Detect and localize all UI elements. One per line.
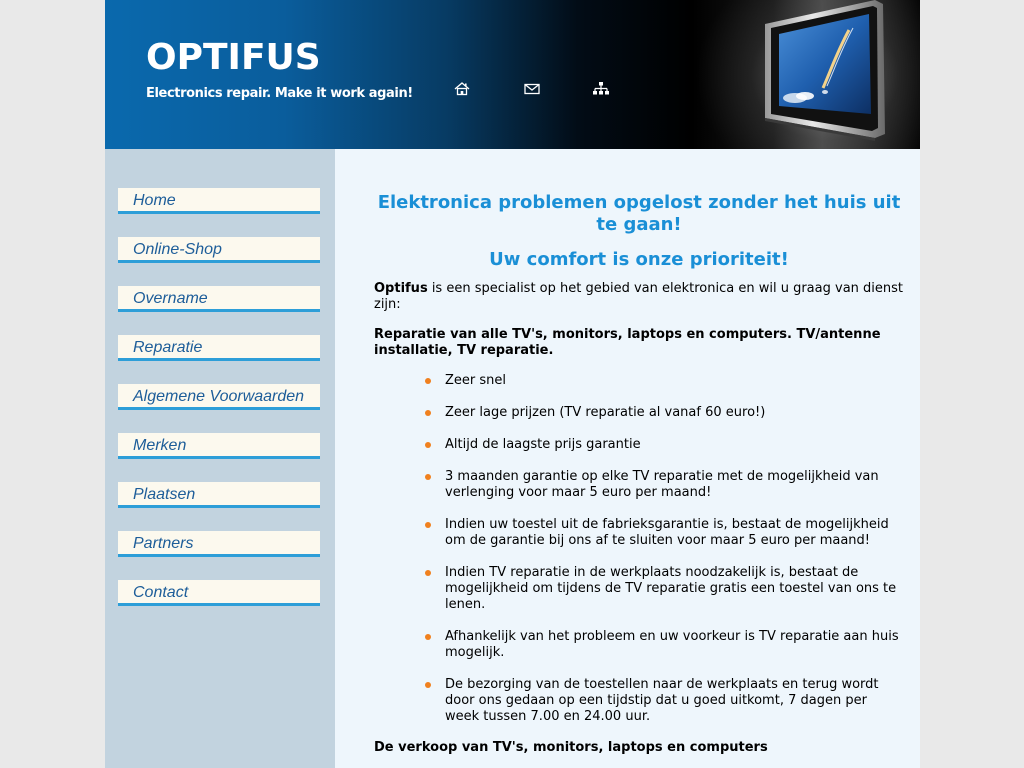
list-item-text: Indien uw toestel uit de fabrieksgarantie is, bestaat de mogelijkheid om de garantie bij ons af te sluiten voor maar 5 euro per maand! (445, 517, 889, 548)
bullet-icon (425, 522, 431, 528)
nav-item-merken[interactable] (118, 433, 320, 459)
list-item-text: Afhankelijk van het probleem en uw voorkeur is TV reparatie aan huis mogelijk. (445, 629, 899, 660)
nav-item-reparatie[interactable] (118, 335, 320, 361)
bullet-icon (425, 682, 431, 688)
list-item (445, 405, 904, 421)
list-item-text: 3 maanden garantie op elke TV reparatie met de mogelijkheid van verlenging voor maar 5 euro per maand! (445, 469, 879, 500)
page-subheadline: Uw comfort is onze prioriteit! (489, 249, 789, 270)
list-item (445, 373, 904, 389)
tv-illustration (753, 0, 893, 149)
bullet-icon (425, 634, 431, 640)
bullet-icon (425, 442, 431, 448)
bullet-icon (425, 474, 431, 480)
nav-item-overname[interactable] (118, 286, 320, 312)
main-nav (118, 188, 320, 629)
home-icon[interactable] (453, 80, 471, 98)
site-tagline: Electronics repair. Make it work again! (146, 86, 413, 101)
article (374, 192, 904, 756)
intro-text: is een specialist op het gebied van elektronica en wil u graag van dienst zijn: (374, 281, 903, 312)
nav-item-online-shop[interactable] (118, 237, 320, 263)
list-item-text: Zeer lage prijzen (TV reparatie al vanaf 60 euro!) (445, 405, 766, 420)
nav-item-home[interactable] (118, 188, 320, 214)
nav-item-label: Online-Shop (133, 241, 222, 258)
site-logo[interactable]: OPTIFUS (146, 37, 321, 78)
nav-item-plaatsen[interactable] (118, 482, 320, 508)
mail-icon[interactable] (523, 80, 541, 98)
benefits-list (374, 373, 904, 725)
nav-item-label: Contact (133, 584, 189, 601)
sidebar (105, 149, 335, 768)
list-item (445, 677, 904, 725)
header-banner (105, 0, 920, 149)
main-content (335, 149, 920, 768)
nav-item-label: Merken (133, 437, 187, 454)
nav-item-algemene-voorwaarden[interactable] (118, 384, 320, 410)
nav-item-label: Plaatsen (133, 486, 196, 503)
nav-item-label: Overname (133, 290, 208, 307)
sales-heading: De verkoop van TV's, monitors, laptops en computers (374, 740, 768, 755)
page (105, 0, 920, 768)
bullet-icon (425, 410, 431, 416)
services-paragraph: Reparatie van alle TV's, monitors, laptops en computers. TV/antenne installatie, TV reparatie. (374, 327, 881, 358)
page-headline: Elektronica problemen opgelost zonder het huis uit te gaan! (377, 192, 901, 235)
list-item (445, 469, 904, 501)
brand-name: Optifus (374, 281, 428, 296)
nav-item-partners[interactable] (118, 531, 320, 557)
sitemap-icon[interactable] (592, 80, 610, 98)
bullet-icon (425, 570, 431, 576)
list-item-text: Indien TV reparatie in de werkplaats noodzakelijk is, bestaat de mogelijkheid om tijdens de TV reparatie gratis een toestel van ons te lenen. (445, 565, 897, 612)
nav-item-label: Algemene Voorwaarden (133, 388, 305, 405)
list-item (445, 565, 904, 613)
list-item-text: Zeer snel (445, 373, 507, 388)
bullet-icon (425, 378, 431, 384)
list-item-text: Altijd de laagste prijs garantie (445, 437, 641, 452)
list-item (445, 629, 904, 661)
nav-item-label: Reparatie (133, 339, 203, 356)
nav-item-contact[interactable] (118, 580, 320, 606)
list-item (445, 517, 904, 549)
list-item (445, 437, 904, 453)
list-item-text: De bezorging van de toestellen naar de werkplaats en terug wordt door ons gedaan op een tijdstip dat u goed uitkomt, 7 dagen per week tussen 7.00 en 24.00 uur. (445, 677, 879, 724)
nav-item-label: Home (133, 192, 176, 209)
intro-paragraph (374, 281, 904, 313)
nav-item-label: Partners (133, 535, 194, 552)
